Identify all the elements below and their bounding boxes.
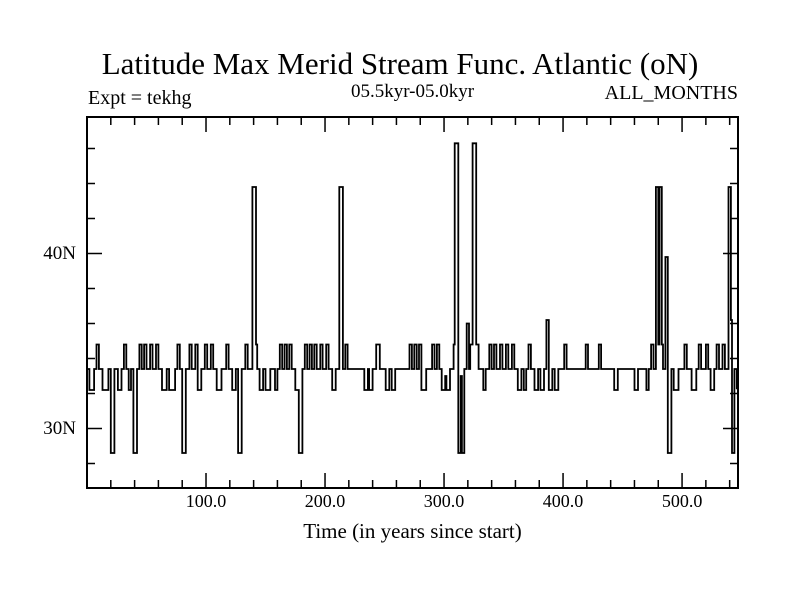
x-tick-label: 200.0 xyxy=(304,491,346,511)
chart-subtitle: 05.5kyr-05.0kyr xyxy=(350,81,475,102)
x-tick-label: 400.0 xyxy=(542,491,584,511)
data-line xyxy=(87,143,738,453)
x-tick-label: 500.0 xyxy=(661,491,703,511)
y-tick-label: 30N xyxy=(43,417,76,439)
experiment-label: Expt = tekhg xyxy=(88,87,192,109)
y-tick-label: 40N xyxy=(43,242,76,264)
axis-ticks xyxy=(87,117,738,488)
x-tick-label: 100.0 xyxy=(185,491,227,511)
axis-frame xyxy=(87,117,738,488)
x-tick-label: 300.0 xyxy=(423,491,465,511)
months-label: ALL_MONTHS xyxy=(604,82,738,104)
x-axis-title: Time (in years since start) xyxy=(303,519,522,543)
chart-title: Latitude Max Merid Stream Func. Atlantic (oN) xyxy=(101,46,699,81)
